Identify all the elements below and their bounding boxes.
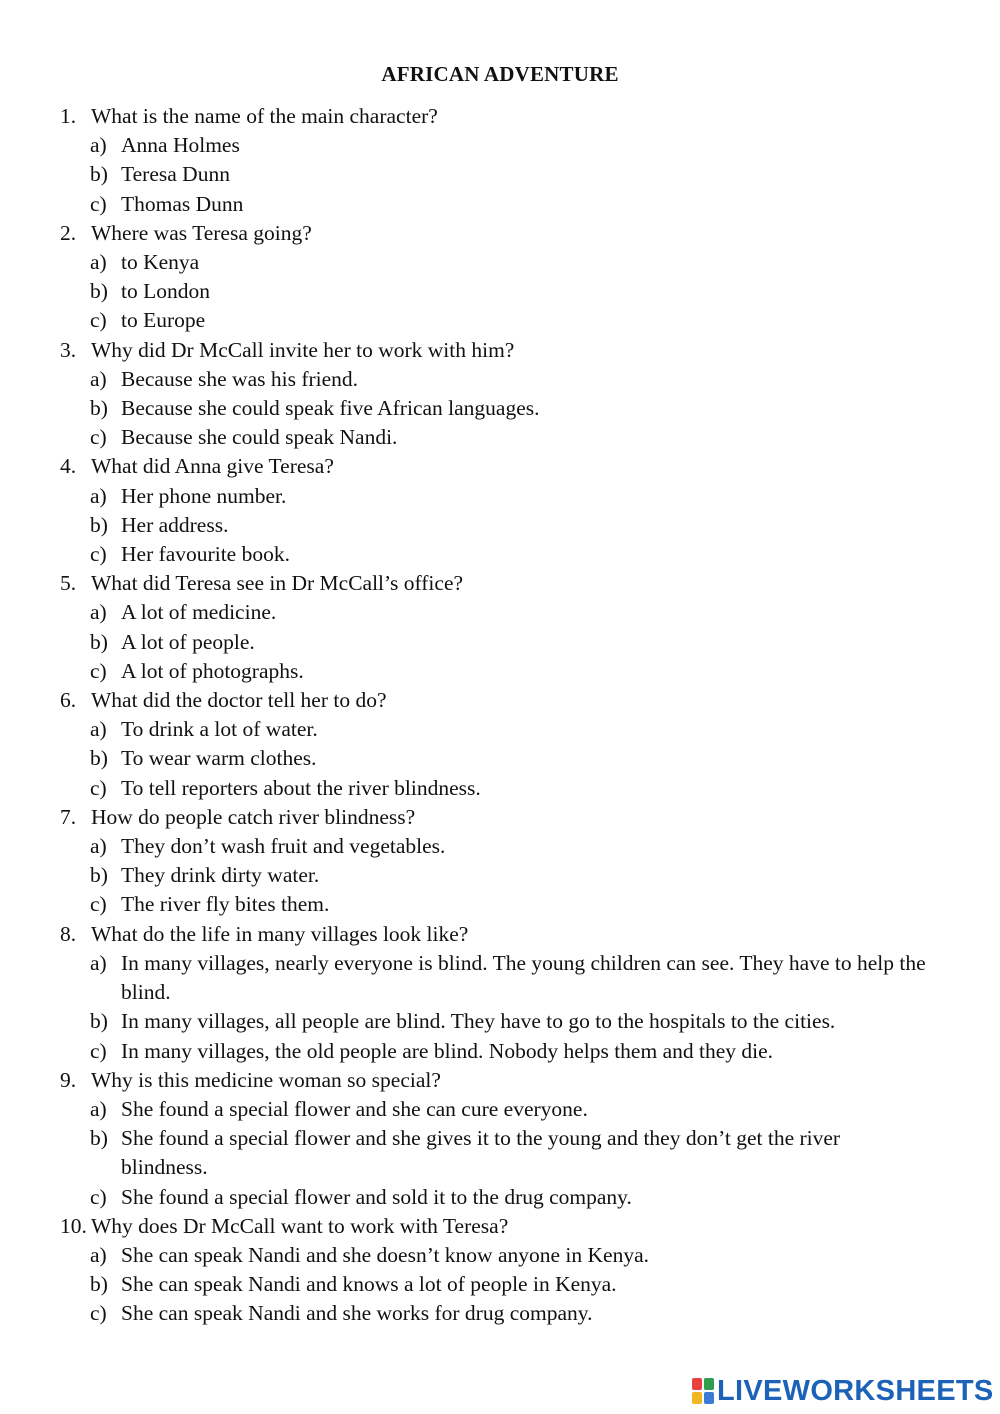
option-letter: c) (90, 1038, 107, 1063)
answer-options (0, 949, 1000, 1066)
question-7 (0, 803, 1000, 920)
option-text: In many villages, all people are blind. They have to go to the hospitals to the cities. (121, 1009, 836, 1034)
option-text: She can speak Nandi and knows a lot of people in Kenya. (121, 1272, 617, 1297)
liveworksheets-brand[interactable] (692, 1374, 994, 1408)
question-number: 6. (60, 688, 77, 713)
option-text: In many villages, nearly everyone is blind. The young children can see. They have to help the blind. (121, 950, 926, 1005)
option-text: She can speak Nandi and she doesn’t know anyone in Kenya. (121, 1242, 650, 1267)
option-text: A lot of people. (121, 629, 255, 654)
answer-option[interactable] (0, 1241, 1000, 1270)
answer-option[interactable] (0, 861, 1000, 890)
option-letter: a) (90, 133, 107, 158)
answer-option[interactable] (0, 394, 1000, 423)
question-text: What is the name of the main character? (91, 104, 438, 128)
option-letter: b) (90, 1126, 108, 1151)
answer-options (0, 365, 1000, 453)
option-letter: c) (90, 191, 107, 216)
answer-option[interactable] (0, 1095, 1000, 1124)
option-text: She found a special flower and sold it to the drug company. (121, 1184, 632, 1209)
option-letter: c) (90, 1184, 107, 1209)
answer-option[interactable] (0, 1183, 1000, 1212)
option-letter: b) (90, 629, 108, 654)
question-number: 9. (60, 1067, 77, 1092)
option-letter: a) (90, 600, 107, 625)
question-number: 10. (60, 1213, 87, 1238)
question-9 (0, 1066, 1000, 1212)
answer-options (0, 832, 1000, 920)
option-letter: a) (90, 250, 107, 275)
option-text: To drink a lot of water. (121, 717, 318, 742)
answer-option[interactable] (0, 832, 1000, 861)
question-line (0, 686, 1000, 715)
question-text: Why does Dr McCall want to work with Teresa? (91, 1213, 509, 1238)
option-text: A lot of medicine. (121, 600, 277, 625)
answer-option[interactable] (0, 511, 1000, 540)
option-text: To tell reporters about the river blindness. (121, 775, 481, 800)
question-line (0, 219, 1000, 248)
answer-option[interactable] (0, 1299, 1000, 1328)
option-text: In many villages, the old people are blind. Nobody helps them and they die. (121, 1038, 774, 1063)
answer-option[interactable] (0, 160, 1000, 189)
option-text: Because she could speak Nandi. (121, 425, 398, 450)
answer-option[interactable] (0, 890, 1000, 919)
option-text: Her favourite book. (121, 542, 290, 567)
answer-option[interactable] (0, 744, 1000, 773)
option-text: She found a special flower and she can cure everyone. (121, 1096, 588, 1121)
answer-option[interactable] (0, 1124, 1000, 1182)
question-line (0, 1212, 1000, 1241)
answer-options (0, 1241, 1000, 1329)
option-letter: c) (90, 892, 107, 917)
answer-option[interactable] (0, 540, 1000, 569)
question-number: 7. (60, 804, 77, 829)
answer-option[interactable] (0, 774, 1000, 803)
answer-option[interactable] (0, 1037, 1000, 1066)
option-letter: a) (90, 717, 107, 742)
question-10 (0, 1212, 1000, 1329)
option-letter: b) (90, 863, 108, 888)
answer-option[interactable] (0, 715, 1000, 744)
option-text: to Kenya (121, 250, 200, 275)
question-number: 3. (60, 337, 77, 362)
answer-option[interactable] (0, 190, 1000, 219)
question-text: Where was Teresa going? (91, 220, 312, 245)
option-text: Her address. (121, 512, 229, 537)
option-letter: b) (90, 162, 108, 187)
option-letter: a) (90, 950, 107, 975)
question-line (0, 920, 1000, 949)
answer-option[interactable] (0, 598, 1000, 627)
option-letter: b) (90, 279, 108, 304)
option-letter: a) (90, 483, 107, 508)
option-letter: c) (90, 308, 107, 333)
question-3 (0, 336, 1000, 453)
question-4 (0, 452, 1000, 569)
option-text: Thomas Dunn (121, 191, 244, 216)
answer-option[interactable] (0, 365, 1000, 394)
option-text: Her phone number. (121, 483, 287, 508)
answer-option[interactable] (0, 423, 1000, 452)
question-number: 4. (60, 454, 77, 479)
question-line (0, 1066, 1000, 1095)
answer-options (0, 1095, 1000, 1212)
question-text: Why did Dr McCall invite her to work with him? (91, 337, 515, 362)
option-letter: c) (90, 1301, 107, 1326)
option-text: To wear warm clothes. (121, 746, 317, 771)
answer-option[interactable] (0, 657, 1000, 686)
question-6 (0, 686, 1000, 803)
question-8 (0, 920, 1000, 1066)
page-title: AFRICAN ADVENTURE (381, 62, 619, 86)
answer-option[interactable] (0, 949, 1000, 1007)
question-1 (0, 102, 1000, 219)
answer-option[interactable] (0, 1270, 1000, 1299)
question-number: 2. (60, 220, 77, 245)
option-text: They drink dirty water. (121, 863, 320, 888)
question-5 (0, 569, 1000, 686)
question-text: What did Teresa see in Dr McCall’s office? (91, 571, 464, 596)
option-letter: a) (90, 1096, 107, 1121)
option-text: She found a special flower and she gives it to the young and they don’t get the river blindness. (121, 1126, 841, 1180)
question-number: 1. (60, 104, 77, 128)
option-letter: a) (90, 366, 107, 391)
answer-options (0, 715, 1000, 803)
option-text: Teresa Dunn (121, 162, 230, 187)
option-letter: b) (90, 746, 108, 771)
question-text: Why is this medicine woman so special? (91, 1067, 441, 1092)
question-number: 5. (60, 571, 77, 596)
answer-options (0, 598, 1000, 686)
liveworksheets-logo-icon (692, 1378, 714, 1404)
option-text: The river fly bites them. (121, 892, 330, 917)
question-line (0, 102, 1000, 131)
brand-text: LIVEWORKSHEETS (717, 1374, 994, 1407)
option-text: to London (121, 279, 210, 304)
option-letter: c) (90, 658, 107, 683)
option-letter: b) (90, 1009, 108, 1034)
question-text: What do the life in many villages look like? (91, 921, 469, 946)
option-letter: a) (90, 834, 107, 859)
answer-option[interactable] (0, 482, 1000, 511)
answer-option[interactable] (0, 1007, 1000, 1036)
option-text: to Europe (121, 308, 206, 333)
answer-option[interactable] (0, 131, 1000, 160)
logo-square-blue (704, 1392, 714, 1404)
answer-option[interactable] (0, 248, 1000, 277)
question-text: How do people catch river blindness? (91, 804, 416, 829)
answer-options (0, 248, 1000, 336)
question-line (0, 803, 1000, 832)
question-line (0, 569, 1000, 598)
option-letter: c) (90, 775, 107, 800)
option-letter: c) (90, 542, 107, 567)
logo-square-green (704, 1378, 714, 1390)
question-list (0, 102, 1000, 1329)
option-letter: b) (90, 1272, 108, 1297)
option-text: Because she was his friend. (121, 366, 359, 391)
question-line (0, 452, 1000, 481)
option-text: They don’t wash fruit and vegetables. (121, 834, 446, 859)
answer-option[interactable] (0, 277, 1000, 306)
option-letter: b) (90, 512, 108, 537)
option-text: She can speak Nandi and she works for drug company. (121, 1301, 593, 1326)
answer-option[interactable] (0, 628, 1000, 657)
question-line (0, 336, 1000, 365)
option-letter: c) (90, 425, 107, 450)
question-number: 8. (60, 921, 77, 946)
question-text: What did the doctor tell her to do? (91, 688, 387, 713)
option-text: Because she could speak five African languages. (121, 396, 540, 421)
option-text: Anna Holmes (121, 133, 240, 158)
logo-square-yellow (692, 1392, 702, 1404)
answer-option[interactable] (0, 306, 1000, 335)
logo-square-red (692, 1378, 702, 1390)
question-text: What did Anna give Teresa? (91, 454, 334, 479)
answer-options (0, 131, 1000, 219)
option-letter: a) (90, 1242, 107, 1267)
question-2 (0, 219, 1000, 336)
option-text: A lot of photographs. (121, 658, 304, 683)
option-letter: b) (90, 396, 108, 421)
answer-options (0, 482, 1000, 570)
